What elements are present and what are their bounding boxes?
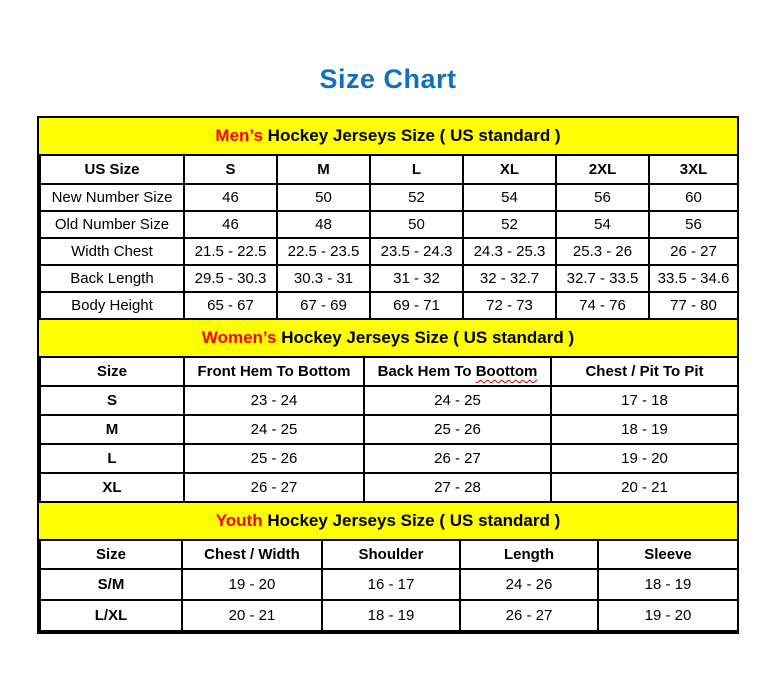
cell-value: 19 - 20 xyxy=(598,600,738,631)
column-header: Shoulder xyxy=(322,540,460,569)
column-header: US Size xyxy=(40,155,184,184)
womens-label-rest: Hockey Jerseys Size ( US standard ) xyxy=(276,328,575,347)
cell-value: 24 - 25 xyxy=(364,386,551,415)
cell-value: 18 - 19 xyxy=(322,600,460,631)
cell-value: 19 - 20 xyxy=(551,444,738,473)
womens-label-highlight: Women’s xyxy=(201,328,277,347)
cell-value: 25 - 26 xyxy=(184,444,364,473)
cell-value: 52 xyxy=(370,184,463,211)
womens-header-row xyxy=(40,357,738,386)
row-label: S/M xyxy=(40,569,182,600)
cell-value: 56 xyxy=(556,184,649,211)
cell-value: 24 - 25 xyxy=(184,415,364,444)
misspelled-word: Boottom xyxy=(475,363,538,380)
page-title: Size Chart xyxy=(319,64,457,94)
youth-header-row xyxy=(40,540,738,569)
cell-value: 16 - 17 xyxy=(322,569,460,600)
cell-value: 24.3 - 25.3 xyxy=(463,238,556,265)
cell-value: 22.5 - 23.5 xyxy=(277,238,370,265)
column-header xyxy=(364,357,551,386)
cell-value: 50 xyxy=(277,184,370,211)
row-label: S xyxy=(40,386,184,415)
cell-value: 23 - 24 xyxy=(184,386,364,415)
table-row xyxy=(40,415,738,444)
column-header: Size xyxy=(40,540,182,569)
row-label: New Number Size xyxy=(40,184,184,211)
cell-value: 69 - 71 xyxy=(370,292,463,319)
cell-value: 32 - 32.7 xyxy=(463,265,556,292)
youth-label-highlight: Youth xyxy=(215,511,263,530)
column-header: 2XL xyxy=(556,155,649,184)
cell-value: 26 - 27 xyxy=(184,473,364,502)
womens-size-table xyxy=(39,356,739,503)
youth-label-rest: Hockey Jerseys Size ( US standard ) xyxy=(262,511,561,530)
cell-value: 17 - 18 xyxy=(551,386,738,415)
column-header-text: Back Hem To xyxy=(377,363,476,380)
row-label: L/XL xyxy=(40,600,182,631)
cell-value: 48 xyxy=(277,211,370,238)
mens-size-table xyxy=(39,154,739,320)
table-row xyxy=(40,473,738,502)
mens-header-row xyxy=(40,155,738,184)
cell-value: 25 - 26 xyxy=(364,415,551,444)
cell-value: 54 xyxy=(463,184,556,211)
cell-value: 26 - 27 xyxy=(460,600,598,631)
cell-value: 33.5 - 34.6 xyxy=(649,265,738,292)
cell-value: 23.5 - 24.3 xyxy=(370,238,463,265)
column-header: M xyxy=(277,155,370,184)
cell-value: 50 xyxy=(370,211,463,238)
cell-value: 67 - 69 xyxy=(277,292,370,319)
table-row xyxy=(40,238,738,265)
table-row xyxy=(40,292,738,319)
cell-value: 20 - 21 xyxy=(182,600,322,631)
table-row xyxy=(40,265,738,292)
cell-value: 21.5 - 22.5 xyxy=(184,238,277,265)
column-header: Size xyxy=(40,357,184,386)
cell-value: 25.3 - 26 xyxy=(556,238,649,265)
mens-label-highlight: Men’s xyxy=(215,126,263,145)
cell-value: 29.5 - 30.3 xyxy=(184,265,277,292)
column-header: Front Hem To Bottom xyxy=(184,357,364,386)
cell-value: 31 - 32 xyxy=(370,265,463,292)
table-row xyxy=(40,444,738,473)
cell-value: 20 - 21 xyxy=(551,473,738,502)
column-header: Length xyxy=(460,540,598,569)
column-header: 3XL xyxy=(649,155,738,184)
cell-value: 65 - 67 xyxy=(184,292,277,319)
cell-value: 30.3 - 31 xyxy=(277,265,370,292)
cell-value: 18 - 19 xyxy=(551,415,738,444)
table-row xyxy=(40,211,738,238)
table-row xyxy=(40,569,738,600)
cell-value: 24 - 26 xyxy=(460,569,598,600)
row-label: Width Chest xyxy=(40,238,184,265)
cell-value: 56 xyxy=(649,211,738,238)
cell-value: 72 - 73 xyxy=(463,292,556,319)
column-header: Sleeve xyxy=(598,540,738,569)
cell-value: 26 - 27 xyxy=(364,444,551,473)
column-header: S xyxy=(184,155,277,184)
cell-value: 60 xyxy=(649,184,738,211)
row-label: XL xyxy=(40,473,184,502)
column-header: L xyxy=(370,155,463,184)
column-header: XL xyxy=(463,155,556,184)
cell-value: 19 - 20 xyxy=(182,569,322,600)
womens-section-title-band xyxy=(39,320,737,356)
column-header: Chest / Pit To Pit xyxy=(551,357,738,386)
cell-value: 18 - 19 xyxy=(598,569,738,600)
cell-value: 77 - 80 xyxy=(649,292,738,319)
cell-value: 27 - 28 xyxy=(364,473,551,502)
cell-value: 74 - 76 xyxy=(556,292,649,319)
table-row xyxy=(40,386,738,415)
table-row xyxy=(40,600,738,631)
row-label: Back Length xyxy=(40,265,184,292)
cell-value: 26 - 27 xyxy=(649,238,738,265)
size-chart xyxy=(37,116,739,634)
cell-value: 54 xyxy=(556,211,649,238)
cell-value: 32.7 - 33.5 xyxy=(556,265,649,292)
youth-section-title-band xyxy=(39,503,737,539)
row-label: M xyxy=(40,415,184,444)
mens-label-rest: Hockey Jerseys Size ( US standard ) xyxy=(262,126,561,145)
youth-size-table xyxy=(39,539,739,632)
mens-section-title-band xyxy=(39,118,737,154)
column-header: Chest / Width xyxy=(182,540,322,569)
row-label: Old Number Size xyxy=(40,211,184,238)
cell-value: 52 xyxy=(463,211,556,238)
cell-value: 46 xyxy=(184,184,277,211)
table-row xyxy=(40,184,738,211)
row-label: Body Height xyxy=(40,292,184,319)
cell-value: 46 xyxy=(184,211,277,238)
row-label: L xyxy=(40,444,184,473)
